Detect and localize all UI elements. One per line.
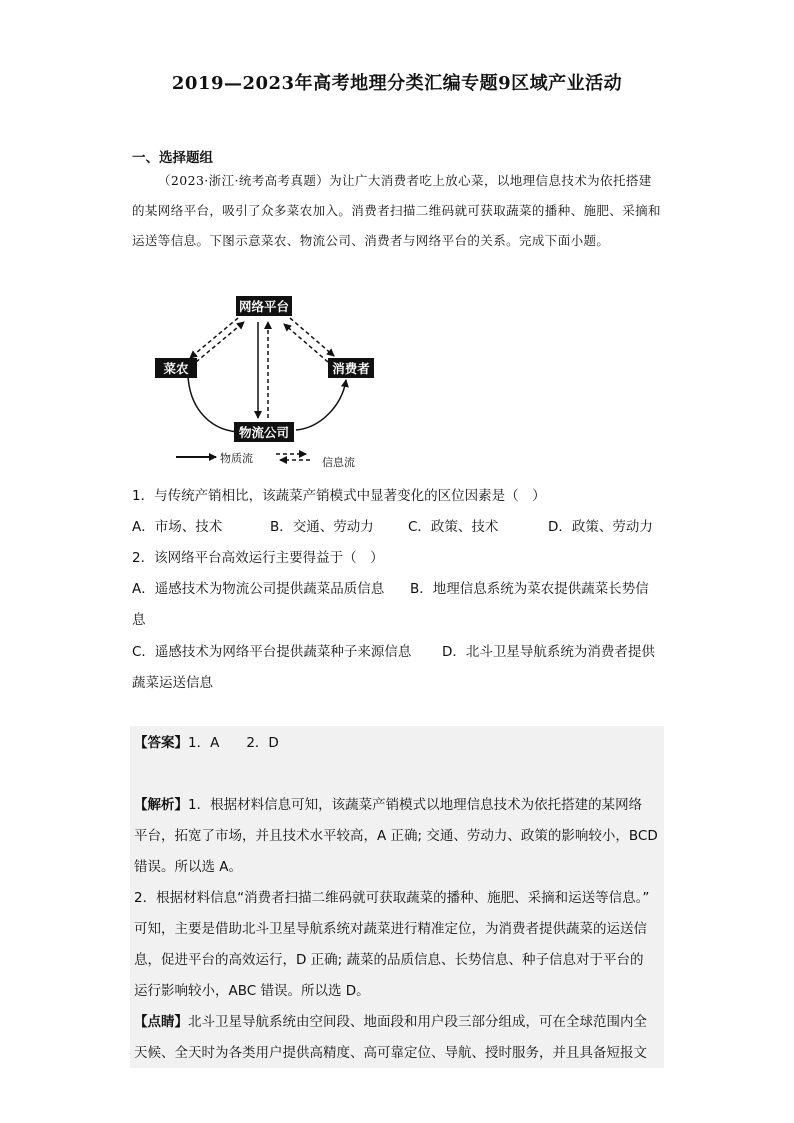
info-arrow-platform-consumer-b — [284, 324, 328, 362]
intro-paragraph — [132, 166, 662, 256]
q2-option-b-cont: 息 — [132, 612, 146, 628]
info-arrow-platform-farmer-b — [196, 322, 244, 362]
tip-line-1: 北斗卫星导航系统由空间段、地面段和用户段三部分组成，可在全球范围内全 — [188, 1014, 647, 1030]
analysis-block — [134, 790, 660, 1069]
q2-options-ab — [132, 577, 649, 597]
relationship-diagram — [150, 290, 390, 475]
analysis-label: 【解析】 — [134, 797, 188, 813]
analysis-line-3: 错误。所以选 A。 — [134, 859, 243, 875]
q1-option-c[interactable]: C．政策、技术 — [408, 519, 499, 535]
answer-line — [134, 728, 660, 759]
node-platform: 网络平台 — [238, 299, 290, 314]
q2-stem: 2．该网络平台高效运行主要得益于（ ） — [132, 550, 384, 566]
curve-farmer-to-logistics — [188, 376, 242, 432]
info-arrow-platform-farmer-a — [190, 318, 238, 358]
intro-text: （2023·浙江·统考高考真题）为让广大消费者吃上放心菜，以地理信息技术为依托搭建的某网络平台，吸引了众多菜农加入。消费者扫描二维码就可获取蔬菜的播种、施肥、采摘和运送等信息。下图示意菜农、物流公司、消费者与网络平台的关系。完成下面小题。 — [132, 173, 661, 248]
q1-option-a[interactable]: A．市场、技术 — [132, 519, 223, 535]
info-arrow-platform-consumer-a — [290, 318, 334, 356]
analysis-line-2: 平台，拓宽了市场，并且技术水平较高，A 正确; 交通、劳动力、政策的影响较小，BCD — [134, 828, 658, 844]
q1-option-d[interactable]: D．政策、劳动力 — [548, 519, 653, 535]
analysis-line-1: 1．根据材料信息可知，该蔬菜产销模式以地理信息技术为依托搭建的某网络 — [188, 797, 643, 813]
analysis-line-7: 运行影响较小，ABC 错误。所以选 D。 — [134, 983, 370, 999]
q1-stem: 1．与传统产销相比，该蔬菜产销模式中显著变化的区位因素是（ ） — [132, 488, 546, 504]
curve-logistics-to-consumer — [296, 380, 346, 430]
q2-option-d-cont: 蔬菜运送信息 — [132, 675, 213, 691]
tip-label: 【点睛】 — [134, 1014, 188, 1030]
analysis-line-4: 2．根据材料信息“消费者扫描二维码就可获取蔬菜的播种、施肥、采摘和运送等信息。” — [134, 890, 650, 906]
analysis-line-5: 可知，主要是借助北斗卫星导航系统对蔬菜进行精准定位，为消费者提供蔬菜的运送信 — [134, 921, 647, 937]
node-consumer: 消费者 — [332, 361, 370, 376]
node-logistics: 物流公司 — [238, 425, 290, 440]
node-farmer: 菜农 — [163, 361, 189, 376]
q2-option-c[interactable]: C．遥感技术为网络平台提供蔬菜种子来源信息 — [132, 644, 412, 660]
answer-label: 【答案】 — [134, 735, 188, 751]
page-title: 2019—2023年高考地理分类汇编专题9区域产业活动 — [171, 73, 623, 94]
q2-option-b[interactable]: B．地理信息系统为菜农提供蔬菜长势信 — [410, 581, 649, 597]
analysis-line-6: 息，促进平台的高效运行，D 正确; 蔬菜的品质信息、长势信息、种子信息对于平台的 — [134, 952, 644, 968]
q1-option-b[interactable]: B．交通、劳动力 — [270, 519, 374, 535]
legend-material: 物质流 — [220, 452, 253, 465]
q2-option-a[interactable]: A．遥感技术为物流公司提供蔬菜品质信息 — [132, 581, 385, 597]
tip-line-2: 天候、全天时为各类用户提供高精度、高可靠定位、导航、授时服务，并且具备短报文 — [134, 1045, 647, 1061]
answer-text: 1．A 2．D — [188, 735, 279, 751]
q2-options-cd — [132, 640, 655, 660]
q1-options — [132, 515, 653, 535]
legend-info: 信息流 — [322, 456, 355, 469]
q2-option-d[interactable]: D．北斗卫星导航系统为消费者提供 — [442, 644, 655, 660]
section-heading: 一、选择题组 — [132, 150, 213, 166]
